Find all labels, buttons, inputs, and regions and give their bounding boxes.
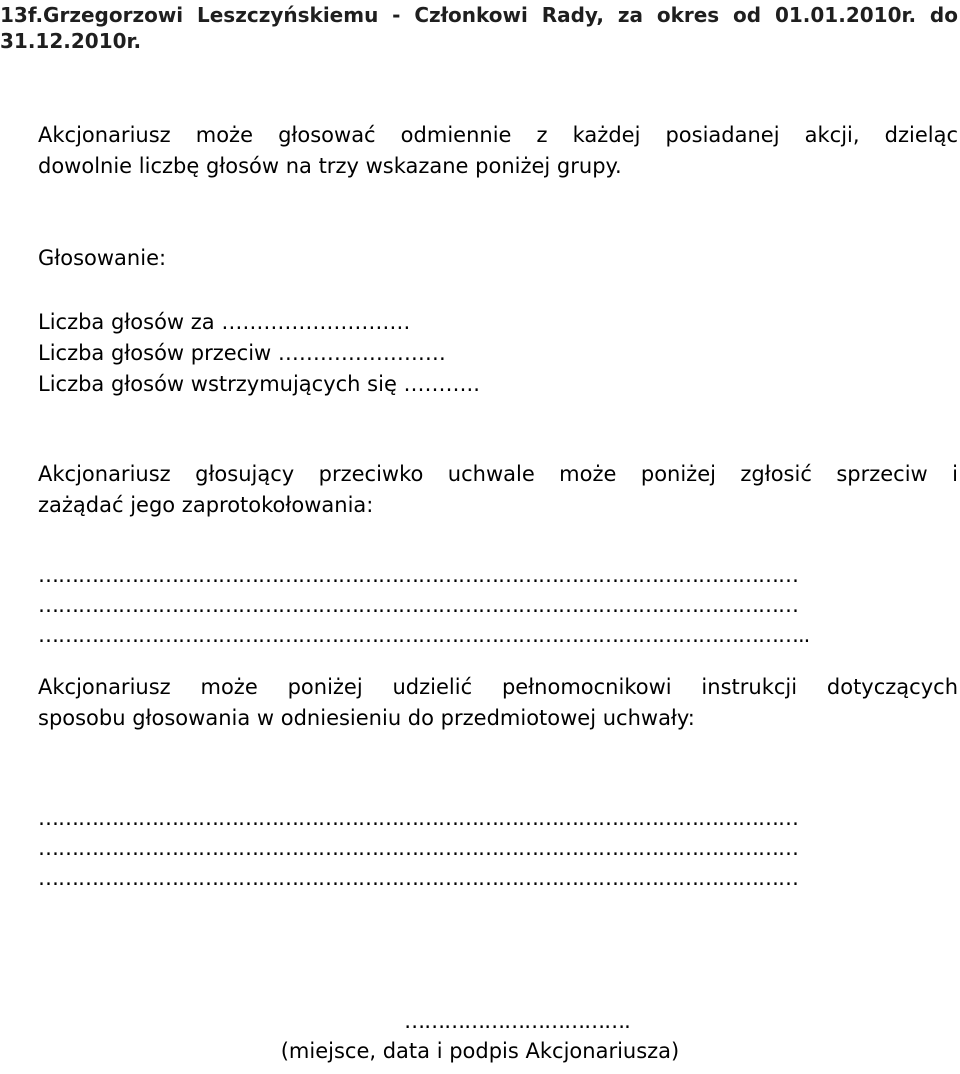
votes-list xyxy=(38,307,480,400)
voting-label: Głosowanie: xyxy=(38,246,167,270)
intro-line-1: Akcjonariusz może głosować odmiennie z każdej posiadanej akcji, dzieląc xyxy=(38,123,958,147)
objection-line-1: Akcjonariusz głosujący przeciwko uchwale może poniżej zgłosić sprzeciw i xyxy=(38,462,958,486)
instructions-fill-lines xyxy=(38,803,952,893)
objection-fill-line: …………………………………………………………………………………………………… xyxy=(38,563,798,587)
signature-caption: (miejsce, data i podpis Akcjonariusza) xyxy=(280,1039,680,1063)
heading-line-1: 13f.Grzegorzowi Leszczyńskiemu - Członkowi Rady, za okres od 01.01.2010r. do xyxy=(0,3,958,27)
votes-for: Liczba głosów za ……………………… xyxy=(38,310,411,334)
resolution-heading xyxy=(0,2,958,54)
objection-fill-lines xyxy=(38,560,952,650)
intro-paragraph xyxy=(38,120,958,182)
instructions-paragraph xyxy=(38,672,958,734)
instructions-fill-line: …………………………………………………………………………………………………… xyxy=(38,836,798,860)
votes-abstain: Liczba głosów wstrzymujących się ……….. xyxy=(38,372,480,396)
heading-line-2: 31.12.2010r. xyxy=(0,29,142,53)
objection-paragraph xyxy=(38,459,958,521)
instructions-line-2: sposobu głosowania w odniesieniu do przedmiotowej uchwały: xyxy=(38,706,695,730)
objection-line-2: zażądać jego zaprotokołowania: xyxy=(38,493,374,517)
instructions-fill-line: …………………………………………………………………………………………………… xyxy=(38,806,798,830)
intro-line-2: dowolnie liczbę głosów na trzy wskazane poniżej grupy. xyxy=(38,154,622,178)
objection-fill-line: …………………………………………………………………………………………………….. xyxy=(38,623,810,647)
votes-against: Liczba głosów przeciw …………………… xyxy=(38,341,446,365)
objection-fill-line: …………………………………………………………………………………………………… xyxy=(38,593,798,617)
signature-block xyxy=(0,1006,960,1066)
instructions-fill-line: …………………………………………………………………………………………………… xyxy=(38,866,798,890)
instructions-line-1: Akcjonariusz może poniżej udzielić pełnomocnikowi instrukcji dotyczących xyxy=(38,675,958,699)
signature-fill-line: ……………………………. xyxy=(404,1009,630,1033)
